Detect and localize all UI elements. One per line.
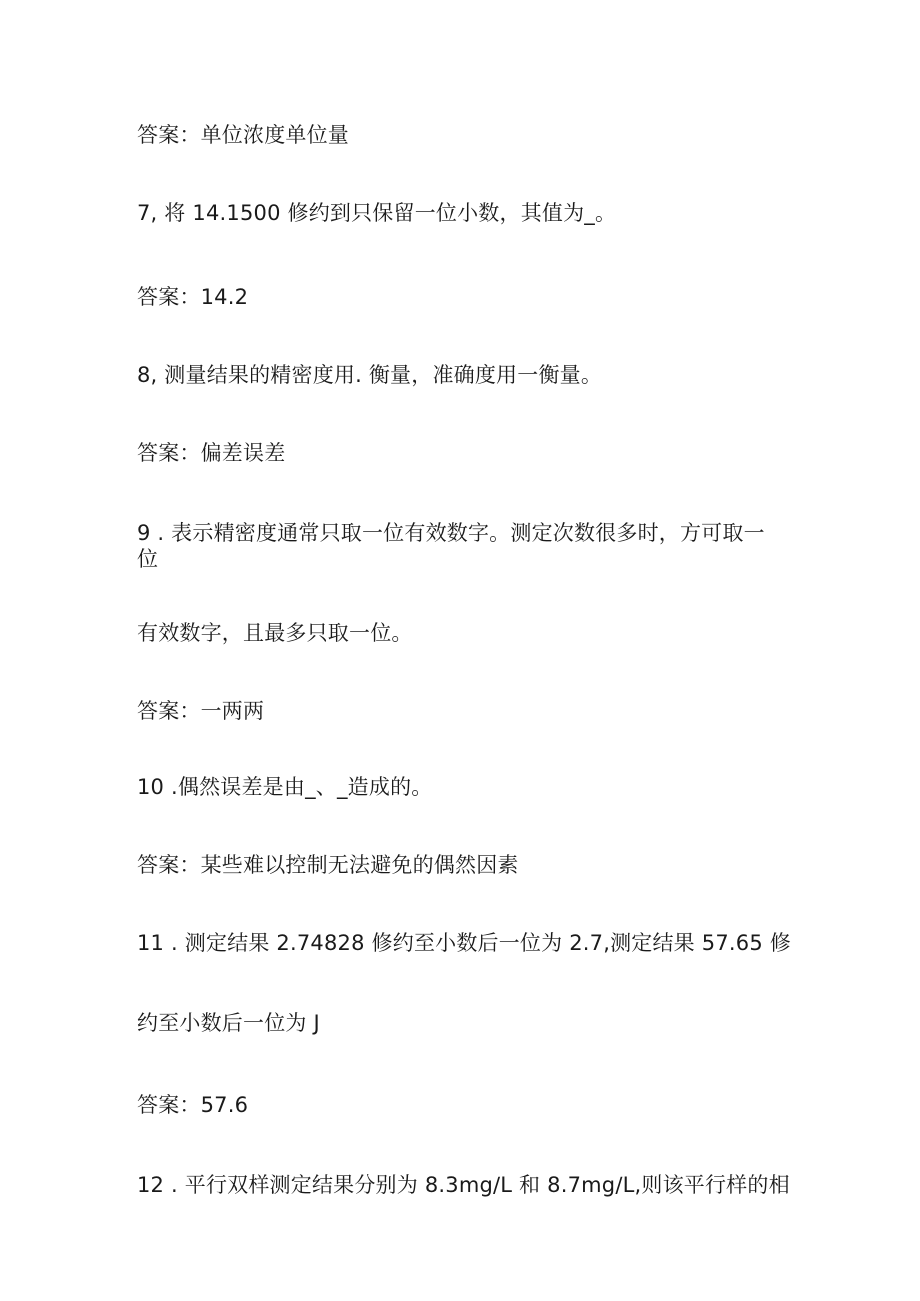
- answer-line: 答案：某些难以控制无法避免的偶然因素: [137, 853, 519, 877]
- question-9-continuation: 位: [137, 547, 159, 571]
- answer-line: 答案：单位浓度单位量: [137, 123, 349, 147]
- question-9-continuation: 有效数字，且最多只取一位。: [137, 621, 413, 645]
- answer-line: 答案：14.2: [137, 285, 249, 309]
- answer-line: 答案：57.6: [137, 1093, 249, 1117]
- question-11: 11 . 测定结果 2.74828 修约至小数后一位为 2.7,测定结果 57.65 修: [137, 931, 791, 955]
- question-10: 10 .偶然误差是由_、_造成的。: [137, 775, 433, 799]
- question-9: 9 . 表示精密度通常只取一位有效数字。测定次数很多时，方可取一: [137, 521, 765, 545]
- question-8: 8, 测量结果的精密度用. 衡量，准确度用一衡量。: [137, 363, 603, 387]
- answer-line: 答案：一两两: [137, 699, 265, 723]
- question-7: 7, 将 14.1500 修约到只保留一位小数，其值为_。: [137, 201, 617, 225]
- question-12: 12 . 平行双样测定结果分别为 8.3mg∕L 和 8.7mg∕L,则该平行样的相: [137, 1173, 790, 1197]
- question-11-continuation: 约至小数后一位为 J: [137, 1011, 320, 1035]
- answer-line: 答案：偏差误差: [137, 441, 286, 465]
